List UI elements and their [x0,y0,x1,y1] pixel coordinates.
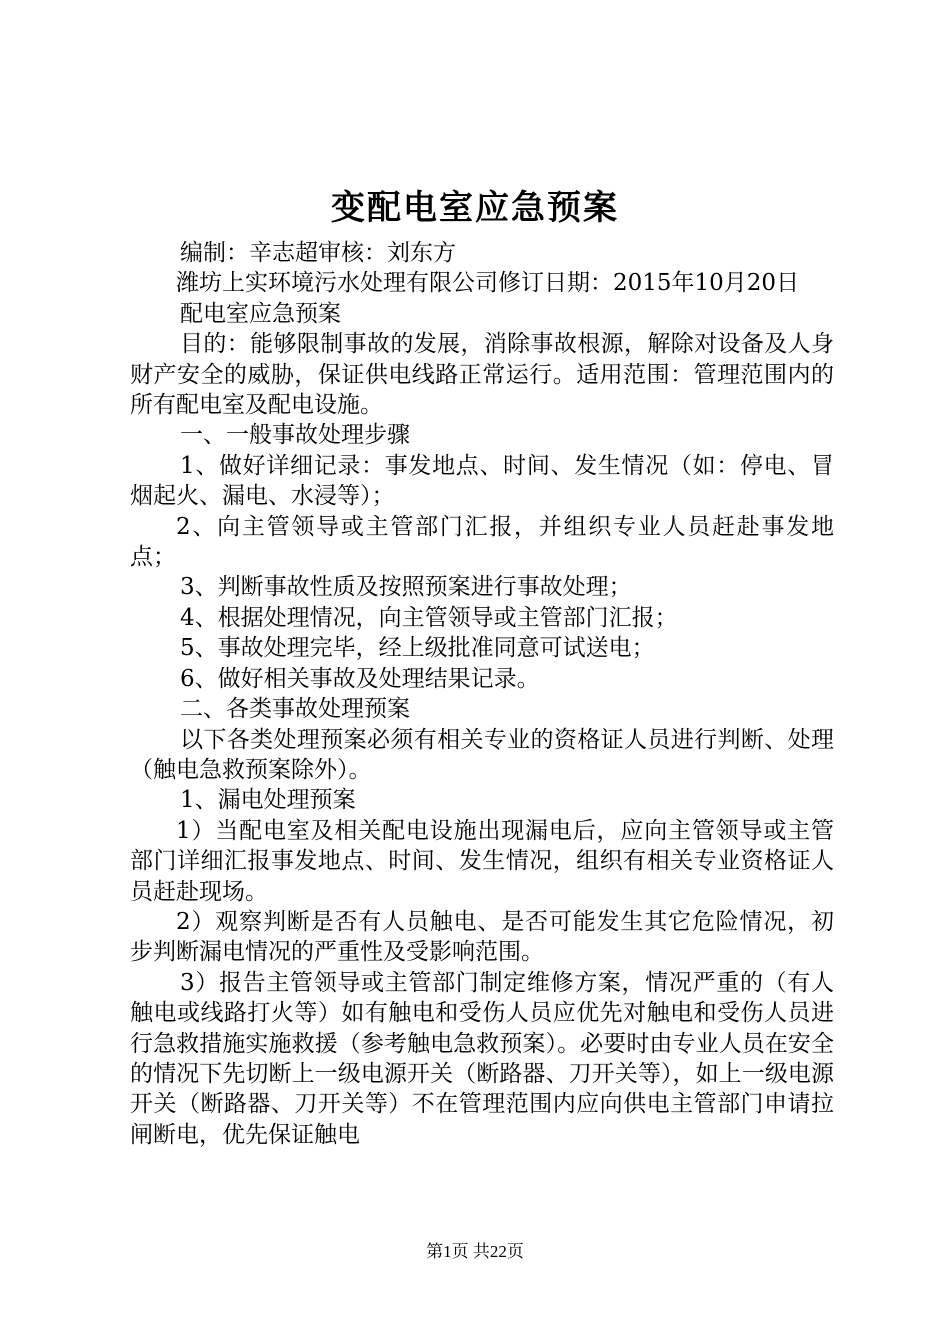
paragraph-step-6: 6、做好相关事故及处理结果记录。 [180,665,540,692]
paragraph-step-3: 3、判断事故性质及按照预案进行事故处理； [180,574,632,601]
paragraph-company-date: 潍坊上实环境污水处理有限公司修订日期：2015年10月20日 [176,270,800,297]
document-title: 变配电室应急预案 [331,188,619,228]
subsection-heading: 1、漏电处理预案 [180,787,356,814]
paragraph-step-2: 2、向主管领导或主管部门汇报，并组织专业人员赶赴事发地点； [130,513,834,571]
page-footer: 第1页 共22页 [426,1242,524,1261]
paragraph-purpose: 目的：能够限制事故的发展，消除事故根源，解除对设备及人身财产安全的威胁，保证供电线路正常运行。适用范围：管理范围内的所有配电室及配电设施。 [130,331,834,419]
paragraph-intro: 以下各类处理预案必须有相关专业的资格证人员进行判断、处理（触电急救预案除外）。 [130,726,834,783]
paragraph-step-4: 4、根据处理情况，向主管领导或主管部门汇报； [180,604,678,631]
paragraph-item-1: 1）当配电室及相关配电设施出现漏电后，应向主管领导或主管部门详细汇报事发地点、时间、发生情况，组织有相关专业资格证人员赶赴现场。 [130,817,834,905]
paragraph-step-1: 1、做好详细记录：事发地点、时间、发生情况（如：停电、冒烟起火、漏电、水浸等）； [130,452,834,510]
section-heading-1: 一、一般事故处理步骤 [180,422,410,449]
paragraph-item-2: 2）观察判断是否有人员触电、是否可能发生其它危险情况，初步判断漏电情况的严重性及受影响范围。 [130,908,834,966]
section-heading-2: 二、各类事故处理预案 [180,696,410,723]
paragraph-subtitle: 配电室应急预案 [180,300,341,327]
document-body [130,238,834,1150]
paragraph-author: 编制：辛志超审核：刘东方 [180,240,456,266]
paragraph-step-5: 5、事故处理完毕，经上级批准同意可试送电； [180,635,655,662]
paragraph-item-3: 3）报告主管领导或主管部门制定维修方案，情况严重的（有人触电或线路打火等）如有触电和受伤人员应优先对触电和受伤人员进行急救措施实施救援（参考触电急救预案）。必要时由专业人员在安全的情况下先切断上一级电源开关（断路器、刀开关等），如上一级电源开关（断路器、刀开关等）不在管理范围内应向供电主管部门申请拉闸断电，优先保证触电 [130,969,834,1148]
